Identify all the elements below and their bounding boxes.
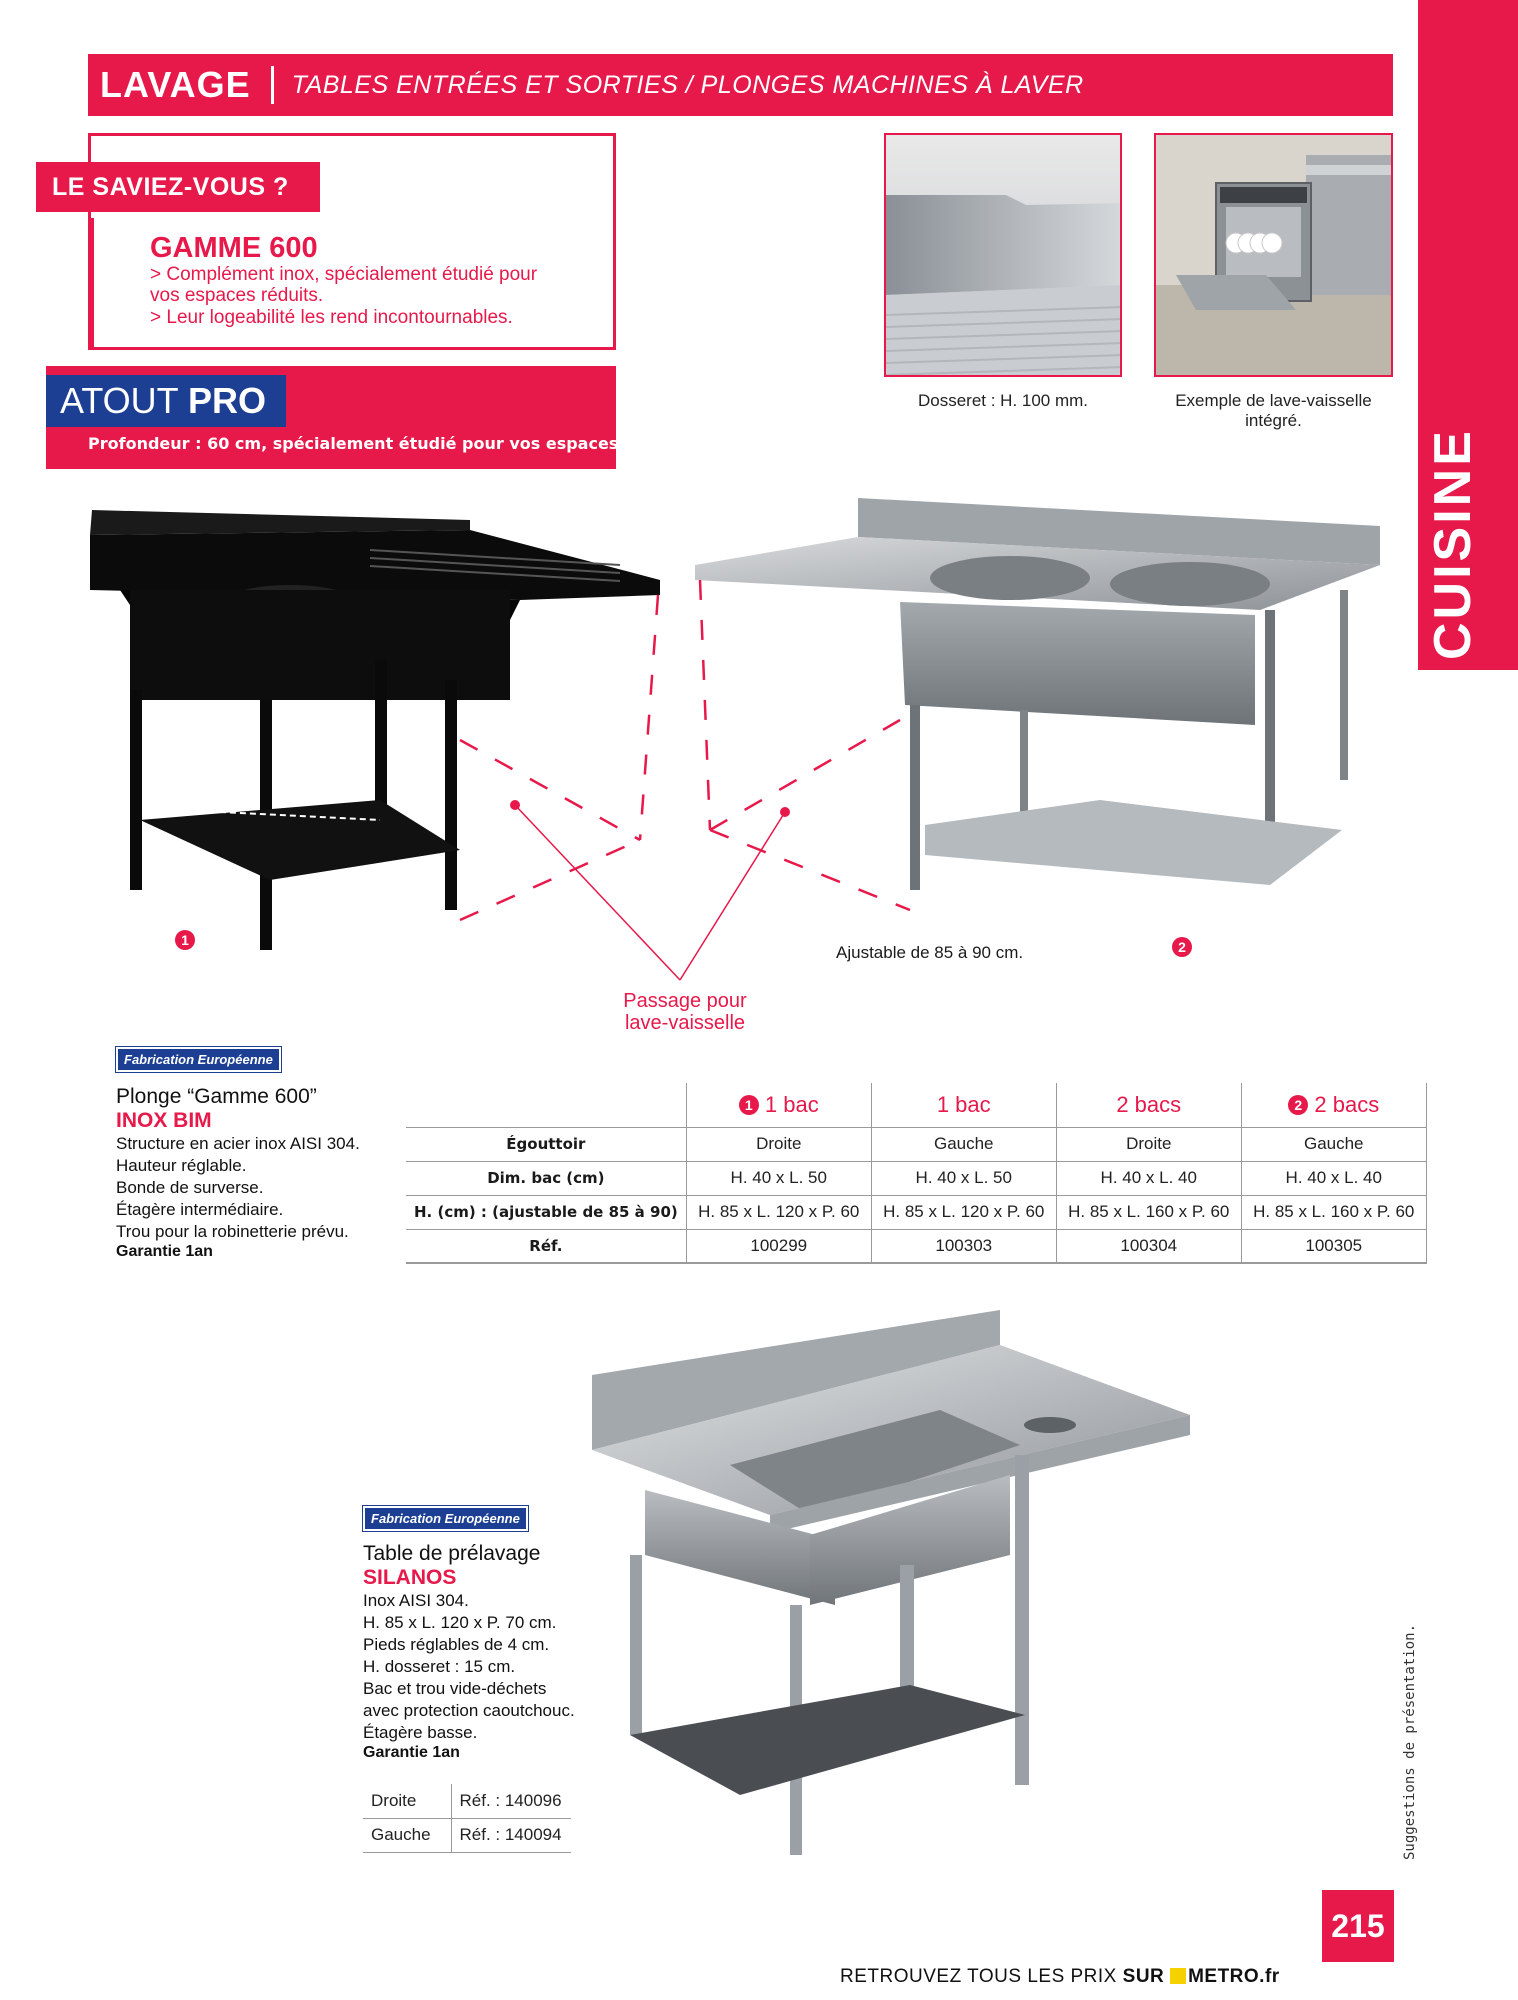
ref-row <box>363 1818 571 1852</box>
spec-cell: H. 85 x L. 160 x P. 60 <box>1056 1195 1241 1229</box>
info-line: > Leur logeabilité les rend incontournables. <box>150 307 513 328</box>
dosseret-caption: Dosseret : H. 100 mm. <box>917 391 1089 410</box>
column-label: 2 bacs <box>1116 1091 1182 1117</box>
product-2-ref-table <box>363 1784 571 1853</box>
product-name: Table de prélavage <box>363 1542 541 1565</box>
product-1-info <box>116 1085 360 1261</box>
spec-cell: Gauche <box>871 1127 1056 1161</box>
product-feature: avec protection caoutchouc. <box>363 1701 575 1720</box>
section-subtitle: TABLES ENTRÉES ET SORTIES / PLONGES MACHINES À LAVER <box>291 70 1084 99</box>
product-feature: Structure en acier inox AISI 304. <box>116 1134 360 1153</box>
sink-1-drawing <box>90 510 660 950</box>
product-brand: SILANOS <box>363 1566 457 1589</box>
spec-cell: Droite <box>1056 1127 1241 1161</box>
atout-highlight: PRO <box>188 380 267 421</box>
spec-row-label: H. (cm) : (ajustable de 85 à 90) <box>406 1195 686 1229</box>
dishwasher-caption-line: Exemple de lave-vaisselle <box>1175 391 1372 410</box>
spec-row <box>406 1127 1426 1161</box>
column-badge: 2 <box>1288 1095 1308 1115</box>
product-feature: Étagère basse. <box>363 1723 478 1742</box>
product-feature: Inox AISI 304. <box>363 1591 469 1610</box>
info-title: GAMME 600 <box>150 232 318 264</box>
spec-col-header <box>871 1083 1056 1127</box>
ref-number: Réf. : 140094 <box>451 1818 571 1852</box>
spec-cell: 100305 <box>1241 1229 1426 1263</box>
spec-cell: H. 40 x L. 40 <box>1241 1161 1426 1195</box>
column-label: 1 bac <box>936 1091 991 1117</box>
spec-row <box>406 1229 1426 1263</box>
product-feature: Étagère intermédiaire. <box>116 1200 284 1219</box>
section-header <box>88 54 1393 116</box>
atout-description: Profondeur : 60 cm, spécialement étudié pour vos espaces réduits <box>88 434 689 453</box>
metro-logo-icon <box>1170 1968 1186 1984</box>
info-line: vos espaces réduits. <box>150 285 324 306</box>
sink-2-badge: 2 <box>1172 937 1192 957</box>
european-manufacturing-logo: Fabrication Européenne <box>116 1047 281 1072</box>
spec-cell: 100304 <box>1056 1229 1241 1263</box>
footer-sur: SUR <box>1122 1966 1165 1987</box>
product-2-info <box>363 1542 575 1762</box>
ref-side: Gauche <box>363 1818 451 1852</box>
product-feature: Bonde de surverse. <box>116 1178 264 1197</box>
footer-text: RETROUVEZ TOUS LES PRIX <box>840 1966 1117 1987</box>
product-feature: H. dosseret : 15 cm. <box>363 1657 516 1676</box>
did-you-know-badge: LE SAVIEZ-VOUS ? <box>36 162 320 212</box>
product-warranty: Garantie 1an <box>363 1744 460 1761</box>
callout-line: lave-vaisselle <box>624 1012 746 1034</box>
presentation-note: Suggestions de présentation. <box>1402 1623 1418 1860</box>
spec-cell: H. 40 x L. 40 <box>1056 1161 1241 1195</box>
spec-cell: H. 85 x L. 120 x P. 60 <box>871 1195 1056 1229</box>
spec-cell: H. 40 x L. 50 <box>686 1161 871 1195</box>
product-feature: Bac et trou vide-déchets <box>363 1679 547 1698</box>
prewash-table-illustration <box>580 1305 1200 1865</box>
adjust-note: Ajustable de 85 à 90 cm. <box>836 943 1024 962</box>
spec-cell: Gauche <box>1241 1127 1426 1161</box>
header-divider <box>271 66 274 104</box>
ref-side: Droite <box>363 1784 451 1818</box>
spec-cell: H. 85 x L. 120 x P. 60 <box>686 1195 871 1229</box>
sink-1-badge: 1 <box>175 930 195 950</box>
callout-line: Passage pour <box>623 990 747 1012</box>
info-box-accent-bar <box>91 218 94 348</box>
spec-row-label: Dim. bac (cm) <box>406 1161 686 1195</box>
info-line: > Complément inox, spécialement étudié pour <box>150 264 538 285</box>
spec-cell: H. 40 x L. 50 <box>871 1161 1056 1195</box>
spec-header-row <box>406 1083 1426 1127</box>
product-warranty: Garantie 1an <box>116 1243 213 1260</box>
product-feature: Trou pour la robinetterie prévu. <box>116 1222 349 1241</box>
spec-col-header <box>686 1083 871 1127</box>
dishwasher-photo <box>1154 133 1393 377</box>
dishwasher-caption <box>1154 391 1393 431</box>
dishwasher-caption-line: intégré. <box>1245 411 1302 430</box>
spec-col-header <box>1241 1083 1426 1127</box>
column-label: 2 bacs <box>1314 1091 1380 1117</box>
ref-number: Réf. : 140096 <box>451 1784 571 1818</box>
product-brand: INOX BIM <box>116 1109 212 1132</box>
product-name: Plonge “Gamme 600” <box>116 1085 317 1108</box>
spec-corner <box>406 1083 686 1127</box>
ref-row <box>363 1784 571 1818</box>
product-1-spec-table <box>406 1083 1427 1264</box>
spec-cell: H. 85 x L. 160 x P. 60 <box>1241 1195 1426 1229</box>
column-badge: 1 <box>739 1095 759 1115</box>
spec-cell: 100303 <box>871 1229 1056 1263</box>
product-feature: Hauteur réglable. <box>116 1156 247 1175</box>
category-label: CUISINE <box>1424 428 1482 660</box>
footer-cta <box>840 1966 1280 1988</box>
spec-row-label: Réf. <box>406 1229 686 1263</box>
atout-pro-badge <box>46 375 286 427</box>
spec-row <box>406 1161 1426 1195</box>
spec-col-header <box>1056 1083 1241 1127</box>
spec-cell: 100299 <box>686 1229 871 1263</box>
dosseret-photo <box>884 133 1122 377</box>
dishwasher-passage-callout <box>590 990 780 1034</box>
footer-brand[interactable]: METRO.fr <box>1188 1966 1280 1987</box>
spec-row-label: Égouttoir <box>406 1127 686 1161</box>
product-feature: H. 85 x L. 120 x P. 70 cm. <box>363 1613 557 1632</box>
sink-2-drawing <box>695 498 1380 890</box>
column-label: 1 bac <box>764 1091 819 1117</box>
european-manufacturing-logo: Fabrication Européenne <box>363 1506 528 1531</box>
sinks-illustration <box>80 480 1400 1040</box>
atout-prefix: ATOUT <box>60 380 179 421</box>
spec-row <box>406 1195 1426 1229</box>
spec-cell: Droite <box>686 1127 871 1161</box>
product-feature: Pieds réglables de 4 cm. <box>363 1635 550 1654</box>
section-title: LAVAGE <box>100 64 251 105</box>
page-number: 215 <box>1322 1890 1394 1962</box>
